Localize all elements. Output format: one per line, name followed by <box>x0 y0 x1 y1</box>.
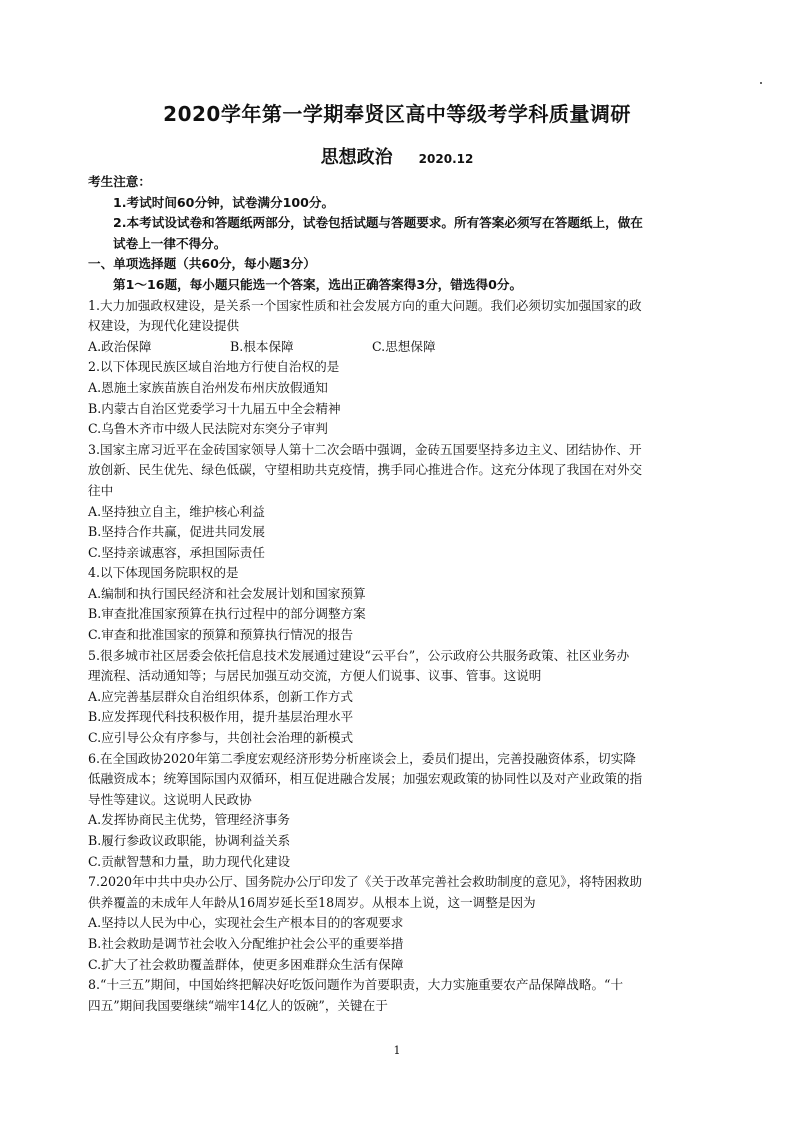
question-8-line: 四五”期间我国要继续“端牢14亿人的饭碗”，关键在于 <box>88 997 388 1013</box>
question-7-line: 供养覆盖的未成年人年龄从16周岁延长至18周岁。从根本上说，这一调整是因为 <box>88 894 536 910</box>
option: A.编制和执行国民经济和社会发展计划和国家预算 <box>88 585 366 601</box>
option: B.审查批准国家预算在执行过程中的部分调整方案 <box>88 606 366 622</box>
question-7-line: 7.2020年中共中央办公厅、国务院办公厅印发了《关于改革完善社会救助制度的意见》，将特困救助 <box>88 874 643 890</box>
question-4-stem: 4.以下体现国务院职权的是 <box>88 565 239 581</box>
option: B.内蒙古自治区党委学习十九届五中全会精神 <box>88 400 341 416</box>
option: B.履行参政议政职能，协调利益关系 <box>88 833 291 848</box>
option: A.政治保障 <box>88 338 152 354</box>
option: C.坚持亲诚惠容，承担国际责任 <box>88 544 265 560</box>
question-1-options <box>88 337 710 358</box>
option: B.应发挥现代科技积极作用，提升基层治理水平 <box>88 709 354 725</box>
section-heading: 一、单项选择题（共60分，每小题3分） <box>88 256 316 272</box>
question-5-line: 理流程、活动通知等；与居民加强互动交流，方便人们说事、议事、管事。这说明 <box>88 668 542 684</box>
question-1-line: 1.大力加强政权建设，是关系一个国家性质和社会发展方向的重大问题。我们必须切实加强国家的政 <box>88 297 642 313</box>
option: B.坚持合作共赢，促进共同发展 <box>88 524 265 540</box>
option: C.应引导公众有序参与，共创社会治理的新模式 <box>88 730 354 746</box>
page-title: 2020学年第一学期奉贤区高中等级考学科质量调研 <box>163 102 631 126</box>
option: B.社会救助是调节社会收入分配维护社会公平的重要举措 <box>88 935 404 951</box>
section-instruction: 第1～16题，每小题只能选一个答案，选出正确答案得3分，错选得0分。 <box>113 276 523 292</box>
question-6-line: 6.在全国政协2020年第二季度宏观经济形势分析座谈会上，委员们提出，完善投融资体系，切实降 <box>88 750 636 766</box>
question-3-line: 3.国家主席习近平在金砖国家领导人第十二次会晤中强调，金砖五国要坚持多边主义、团结协作、开 <box>88 441 642 457</box>
subject-name: 思想政治 <box>320 147 393 168</box>
option: A.坚持以人民为中心，实现社会生产根本目的的客观要求 <box>88 915 404 931</box>
option: A.应完善基层群众自治组织体系，创新工作方式 <box>88 688 353 704</box>
question-6-line: 导性等建议。这说明人民政协 <box>88 791 252 807</box>
option: C.乌鲁木齐市中级人民法院对东突分子审判 <box>88 421 328 437</box>
option: C.审查和批准国家的预算和预算执行情况的报告 <box>88 627 354 643</box>
option: C.扩大了社会救助覆盖群体，使更多困难群众生活有保障 <box>88 956 404 972</box>
option: B.根本保障 <box>230 338 294 354</box>
exam-date: 2020.12 <box>418 152 474 166</box>
page-number: 1 <box>393 1044 401 1057</box>
notice-item: 1.考试时间60分钟，试卷满分100分。 <box>113 194 335 210</box>
notice-item: 试卷上一律不得分。 <box>113 235 227 251</box>
option: A.恩施土家族苗族自治州发布州庆放假通知 <box>88 379 328 395</box>
option: C.贡献智慧和力量，助力现代化建设 <box>88 853 291 869</box>
question-8-line: 8.“十三五”期间，中国始终把解决好吃饭问题作为首要职责，大力实施重要农产品保障战略。“十 <box>88 977 624 993</box>
question-2-stem: 2.以下体现民族区域自治地方行使自治权的是 <box>88 359 340 375</box>
question-6-line: 低融资成本；统筹国际国内双循环，相互促进融合发展；加强宏观政策的协同性以及对产业政策的指 <box>88 771 643 787</box>
option: A.坚持独立自主，维护核心利益 <box>88 503 265 519</box>
question-3-line: 往中 <box>88 482 114 498</box>
option: A.发挥协商民主优势，管理经济事务 <box>88 812 291 828</box>
corner-mark <box>760 82 762 84</box>
exam-body <box>88 172 710 1016</box>
notice-item: 2.本考试设试卷和答题纸两部分，试卷包括试题与答题要求。所有答案必须写在答题纸上，做在 <box>113 215 643 231</box>
question-1-line: 权建设，为现代化建设提供 <box>88 318 240 334</box>
option: C.思想保障 <box>372 338 436 354</box>
notice-heading: 考生注意： <box>88 174 151 189</box>
question-5-line: 5.很多城市社区居委会依托信息技术发展通过建设“云平台”，公示政府公共服务政策、社区业务办 <box>88 647 630 663</box>
subject-line <box>0 143 794 169</box>
question-3-line: 放创新、民生优先、绿色低碳，守望相助共克疫情，携手同心推进合作。这充分体现了我国在对外交 <box>88 462 643 478</box>
